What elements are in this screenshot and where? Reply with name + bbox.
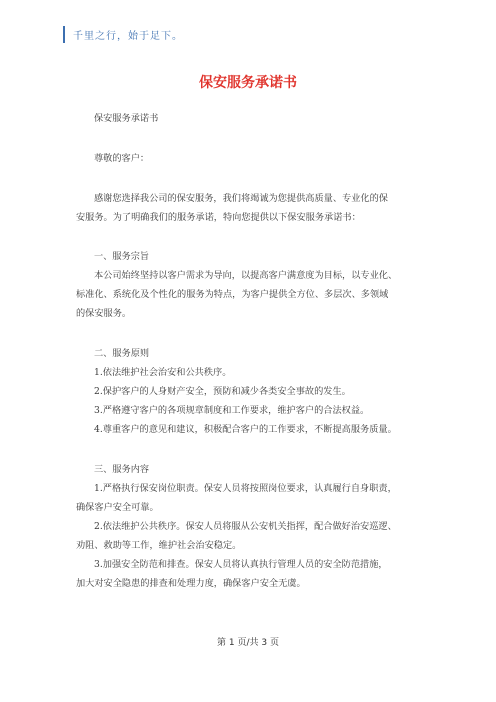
- section-heading: 一、服务宗旨: [94, 251, 150, 262]
- list-item: 1.严格执行保安岗位职责。保安人员将按照岗位要求，认真履行自身职责，: [94, 483, 397, 494]
- section-heading: 三、服务内容: [94, 464, 150, 475]
- intro-line: 安服务。为了明确我们的服务承诺，特向您提供以下保安服务承诺书：: [76, 212, 361, 223]
- list-item: 4.尊重客户的意见和建议，积极配合客户的工作要求，不断提高服务质量。: [94, 424, 397, 435]
- list-item: 确保客户安全可靠。: [76, 502, 159, 513]
- paragraph-line: 的保安服务。: [76, 308, 132, 319]
- list-item: 3.严格遵守客户的各项规章制度和工作要求，维护客户的合法权益。: [94, 405, 370, 416]
- header-motto: 千里之行，始于足下。: [73, 31, 183, 42]
- list-item: 2.依法维护公共秩序。保安人员将服从公安机关指挥，配合做好治安巡逻、: [94, 521, 397, 532]
- section-heading: 二、服务原则: [94, 348, 150, 359]
- intro-line: 感谢您选择我公司的保安服务，我们将竭诚为您提供高质量、专业化的保: [94, 193, 388, 204]
- list-item: 劝阻、救助等工作，维护社会治安稳定。: [76, 540, 242, 551]
- list-item: 加大对安全隐患的排查和处理力度，确保客户安全无虞。: [76, 578, 306, 589]
- paragraph-line: 标准化、系统化及个性化的服务为特点，为客户提供全方位、多层次、多领域: [76, 289, 389, 300]
- list-item: 3.加强安全防范和排查。保安人员将认真执行管理人员的安全防范措施，: [94, 559, 388, 570]
- paragraph-line: 本公司始终坚持以客户需求为导向，以提高客户满意度为目标，以专业化、: [94, 270, 398, 281]
- greeting: 尊敬的客户：: [94, 153, 150, 164]
- body-subtitle: 保安服务承诺书: [94, 113, 159, 124]
- list-item: 1.依法维护社会治安和公共秩序。: [94, 367, 232, 378]
- page-number: 第 1 页/共 3 页: [217, 638, 279, 648]
- list-item: 2.保护客户的人身财产安全，预防和减少各类安全事故的发生。: [94, 386, 351, 397]
- document-title: 保安服务承诺书: [199, 75, 297, 91]
- header-accent-bar: [63, 26, 65, 43]
